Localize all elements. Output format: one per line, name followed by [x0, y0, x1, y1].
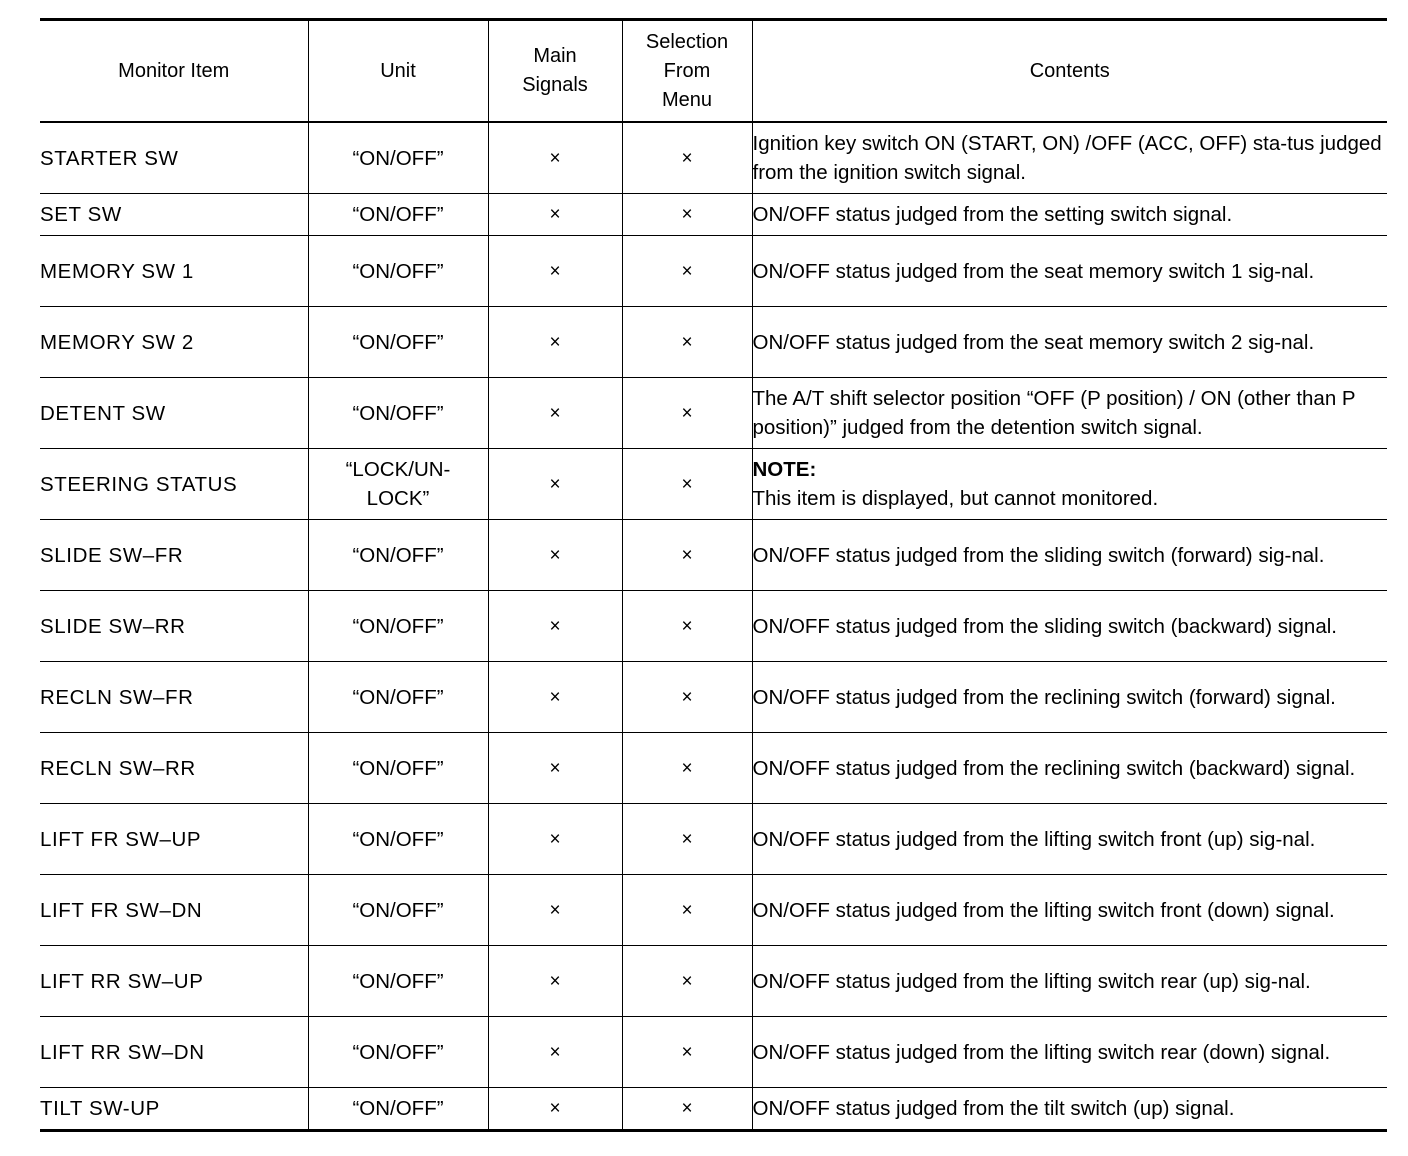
selection-mark: ×: [622, 449, 752, 520]
contents-cell: [752, 449, 1387, 520]
monitor-item-cell: LIFT FR SW–UP: [40, 804, 308, 875]
main-signals-mark: ×: [488, 875, 622, 946]
selection-mark: ×: [622, 946, 752, 1017]
unit-cell: “ON/OFF”: [308, 804, 488, 875]
monitor-item-cell: SLIDE SW–RR: [40, 591, 308, 662]
contents-cell: ON/OFF status judged from the sliding switch (forward) sig-nal.: [752, 520, 1387, 591]
note-text: This item is displayed, but cannot monitored.: [752, 487, 1159, 510]
contents-cell: ON/OFF status judged from the tilt switch (up) signal.: [752, 1088, 1387, 1131]
monitor-item-cell: LIFT RR SW–DN: [40, 1017, 308, 1088]
selection-mark: ×: [622, 1088, 752, 1131]
unit-cell: “ON/OFF”: [308, 733, 488, 804]
monitor-item-cell: LIFT RR SW–UP: [40, 946, 308, 1017]
main-signals-mark: ×: [488, 591, 622, 662]
selection-mark: ×: [622, 1017, 752, 1088]
main-signals-mark: ×: [488, 1088, 622, 1131]
selection-mark: ×: [622, 804, 752, 875]
main-signals-mark: ×: [488, 662, 622, 733]
table-row: [40, 449, 1387, 520]
table-body: [40, 122, 1387, 1131]
table-row: [40, 591, 1387, 662]
selection-mark: ×: [622, 662, 752, 733]
header-unit: Unit: [308, 20, 488, 123]
main-signals-mark: ×: [488, 307, 622, 378]
contents-cell: ON/OFF status judged from the seat memory switch 2 sig-nal.: [752, 307, 1387, 378]
selection-mark: ×: [622, 378, 752, 449]
header-row: [40, 20, 1387, 123]
table-row: [40, 520, 1387, 591]
contents-cell: Ignition key switch ON (START, ON) /OFF (ACC, OFF) sta-tus judged from the ignition switch signal.: [752, 122, 1387, 194]
main-signals-mark: ×: [488, 1017, 622, 1088]
table-row: [40, 1017, 1387, 1088]
table-row: [40, 733, 1387, 804]
table-row: [40, 378, 1387, 449]
header-main-signals: Main Signals: [488, 20, 622, 123]
monitor-item-cell: SET SW: [40, 194, 308, 236]
contents-cell: ON/OFF status judged from the setting switch signal.: [752, 194, 1387, 236]
monitor-item-cell: STARTER SW: [40, 122, 308, 194]
monitor-item-cell: RECLN SW–RR: [40, 733, 308, 804]
contents-cell: ON/OFF status judged from the lifting switch front (up) sig-nal.: [752, 804, 1387, 875]
table-row: [40, 804, 1387, 875]
header-monitor-item: Monitor Item: [40, 20, 308, 123]
table-row: [40, 946, 1387, 1017]
main-signals-mark: ×: [488, 378, 622, 449]
monitor-item-cell: LIFT FR SW–DN: [40, 875, 308, 946]
unit-cell: “ON/OFF”: [308, 1017, 488, 1088]
table-row: [40, 194, 1387, 236]
monitor-item-cell: MEMORY SW 2: [40, 307, 308, 378]
unit-cell: “ON/OFF”: [308, 236, 488, 307]
main-signals-mark: ×: [488, 733, 622, 804]
selection-mark: ×: [622, 236, 752, 307]
selection-mark: ×: [622, 194, 752, 236]
table-row: [40, 1088, 1387, 1131]
header-selection-from-menu: Selection From Menu: [622, 20, 752, 123]
monitor-item-cell: TILT SW-UP: [40, 1088, 308, 1131]
monitor-item-table: [40, 18, 1387, 1132]
main-signals-mark: ×: [488, 804, 622, 875]
unit-cell: “ON/OFF”: [308, 520, 488, 591]
monitor-item-cell: MEMORY SW 1: [40, 236, 308, 307]
selection-mark: ×: [622, 307, 752, 378]
table-row: [40, 875, 1387, 946]
unit-cell: “ON/OFF”: [308, 307, 488, 378]
unit-cell: “ON/OFF”: [308, 946, 488, 1017]
main-signals-mark: ×: [488, 520, 622, 591]
selection-mark: ×: [622, 591, 752, 662]
table-row: [40, 307, 1387, 378]
selection-mark: ×: [622, 520, 752, 591]
table-header: [40, 20, 1387, 123]
main-signals-mark: ×: [488, 122, 622, 194]
selection-mark: ×: [622, 733, 752, 804]
unit-cell: [308, 449, 488, 520]
main-signals-mark: ×: [488, 236, 622, 307]
monitor-item-cell: DETENT SW: [40, 378, 308, 449]
main-signals-mark: ×: [488, 449, 622, 520]
main-signals-mark: ×: [488, 946, 622, 1017]
note-label: NOTE:: [752, 458, 817, 481]
monitor-item-cell: SLIDE SW–FR: [40, 520, 308, 591]
unit-cell: “ON/OFF”: [308, 875, 488, 946]
contents-cell: ON/OFF status judged from the reclining switch (backward) signal.: [752, 733, 1387, 804]
unit-cell: “ON/OFF”: [308, 378, 488, 449]
contents-cell: ON/OFF status judged from the lifting switch rear (up) sig-nal.: [752, 946, 1387, 1017]
selection-mark: ×: [622, 122, 752, 194]
contents-cell: ON/OFF status judged from the lifting switch front (down) signal.: [752, 875, 1387, 946]
contents-cell: ON/OFF status judged from the reclining switch (forward) signal.: [752, 662, 1387, 733]
main-signals-mark: ×: [488, 194, 622, 236]
unit-cell: “ON/OFF”: [308, 591, 488, 662]
monitor-item-cell: RECLN SW–FR: [40, 662, 308, 733]
contents-cell: ON/OFF status judged from the seat memory switch 1 sig-nal.: [752, 236, 1387, 307]
contents-cell: ON/OFF status judged from the sliding switch (backward) signal.: [752, 591, 1387, 662]
unit-text: “LOCK/UN-LOCK”: [345, 458, 451, 510]
table-row: [40, 236, 1387, 307]
unit-cell: “ON/OFF”: [308, 194, 488, 236]
unit-cell: “ON/OFF”: [308, 1088, 488, 1131]
unit-cell: “ON/OFF”: [308, 122, 488, 194]
contents-cell: ON/OFF status judged from the lifting switch rear (down) signal.: [752, 1017, 1387, 1088]
header-contents: Contents: [752, 20, 1387, 123]
selection-mark: ×: [622, 875, 752, 946]
contents-cell: The A/T shift selector position “OFF (P position) / ON (other than P position)” judged from the detention switch signal.: [752, 378, 1387, 449]
table-row: [40, 662, 1387, 733]
unit-cell: “ON/OFF”: [308, 662, 488, 733]
table-row: [40, 122, 1387, 194]
monitor-item-cell: STEERING STATUS: [40, 449, 308, 520]
